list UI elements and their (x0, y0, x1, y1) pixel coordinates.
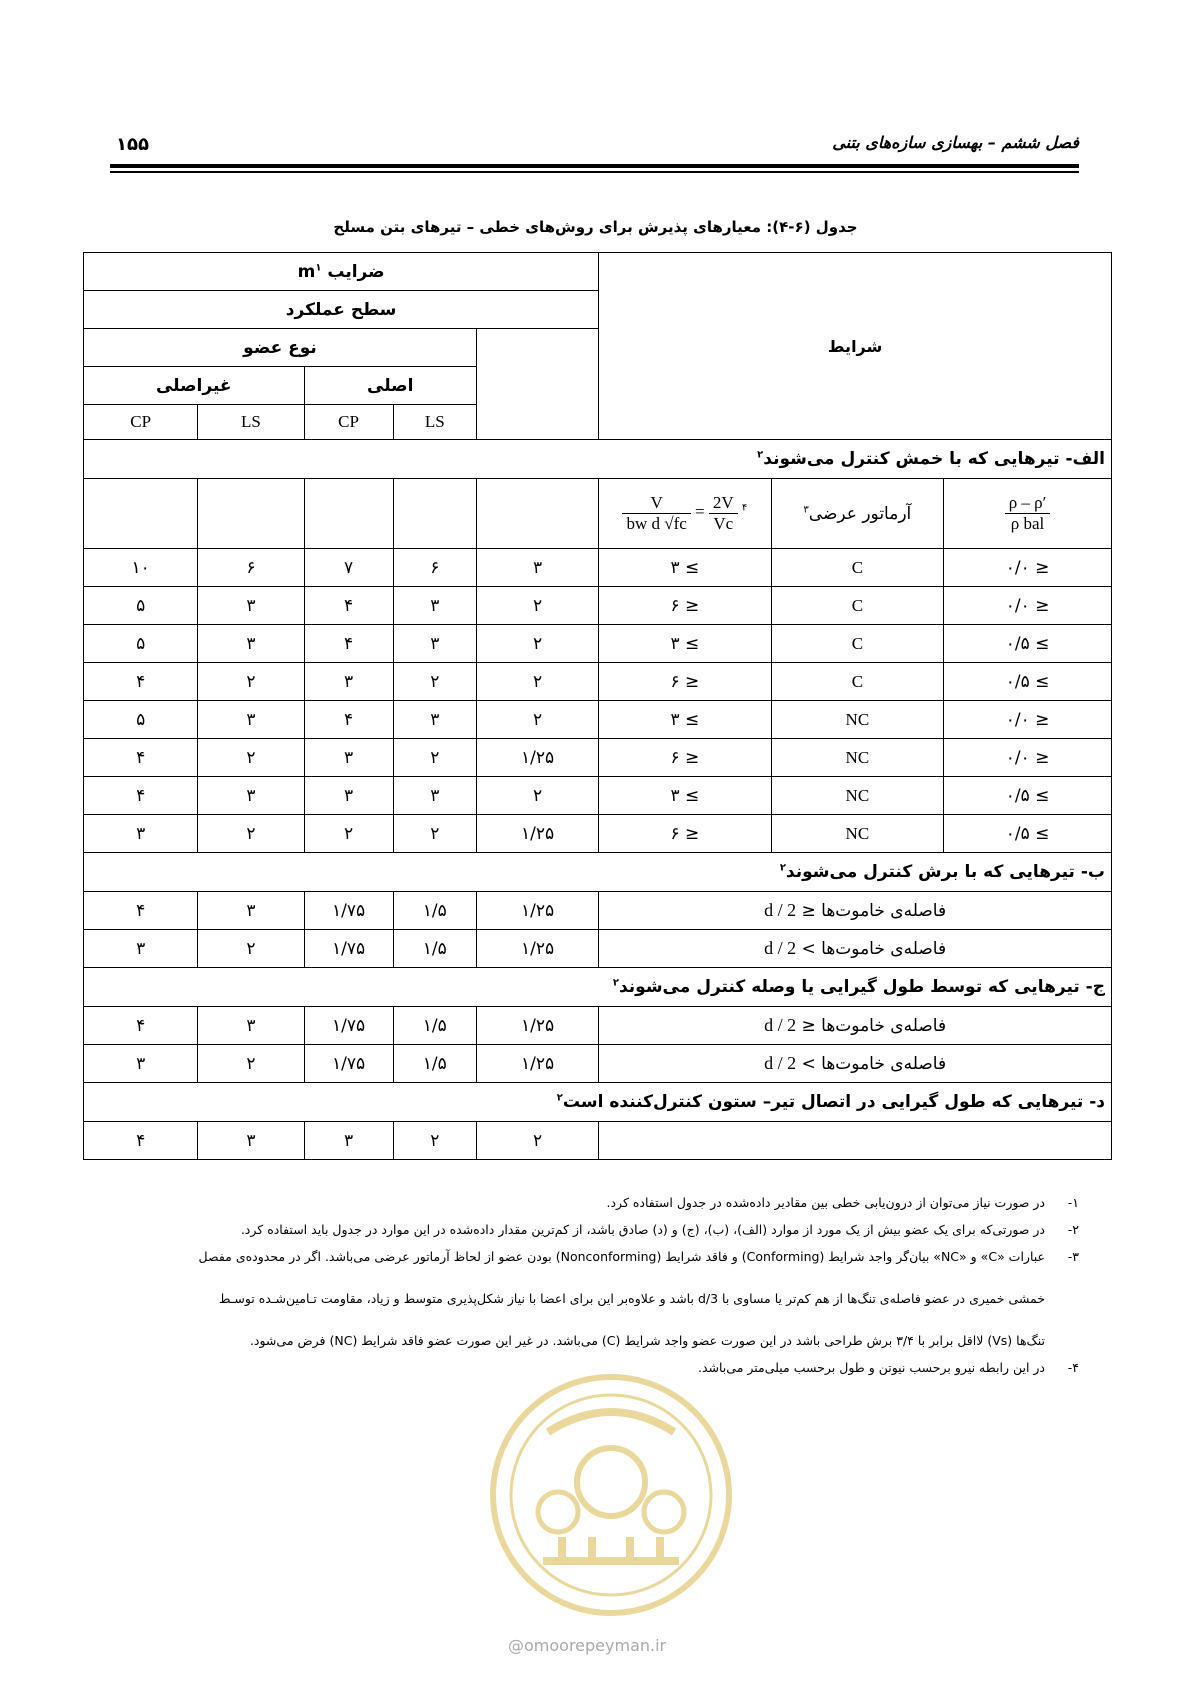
transverse-reinforcement-value: C (771, 549, 943, 587)
cp2-cell-blank (84, 479, 198, 549)
stirrup-spacing-condition: فاصله‌ی خاموت‌ها ≤ d / 2 (599, 1007, 1112, 1045)
io-cell-blank (476, 479, 598, 549)
shear-ratio-header: $^۴$ $\frac{2V}{Vc}$ = $\frac{V}{\text{bw d √fc}}$ (599, 479, 771, 549)
section-a-title: الف- تیرهایی که با خمش کنترل می‌شوند$^۲$ (84, 440, 1112, 479)
table-row (84, 1007, 1112, 1045)
ls-secondary-value: ۳ (198, 701, 304, 739)
section-c-title: ج- تیرهایی که توسط طول گیرایی یا وصله کنترل می‌شوند$^۲$ (84, 968, 1112, 1007)
ls-primary-value: ۱/۵ (393, 892, 476, 930)
page-number: ۱۵۵ (116, 134, 149, 155)
table-row (84, 815, 1112, 853)
io-value: ۲ (476, 625, 598, 663)
rho-column-header: $\frac{\rho - \rho'}{\text{ρ bal}}$ (944, 479, 1112, 549)
section-b-title: ب- تیرهایی که با برش کنترل می‌شوند$^۲$ (84, 853, 1112, 892)
acceptance-criteria-table (83, 252, 1112, 1160)
section-d-condition-blank (599, 1122, 1112, 1160)
ls-secondary-value: ۳ (198, 625, 304, 663)
ls-secondary-value: ۲ (198, 663, 304, 701)
transverse-reinforcement-value: C (771, 587, 943, 625)
section-c-rows (84, 1007, 1112, 1083)
watermark-site: @omoorepeyman.ir (508, 1636, 667, 1655)
io-value: ۲ (476, 663, 598, 701)
performance-level-header: سطح عملکرد (84, 291, 599, 329)
section-b-rows (84, 892, 1112, 968)
ls-secondary-value: ۳ (198, 892, 304, 930)
io-value: ۲ (476, 1122, 598, 1160)
footnote-2: ۲- در صورتی‌که برای یک عضو بیش از یک مورد از موارد (الف)، (ب)، (ج) و (د) صادق باشد، از کم‌ترین مقدار داده‌شده در این موارد در جدول باید استفاده کرد. (240, 1222, 1079, 1237)
ls-primary-value: ۳ (393, 587, 476, 625)
io-header-spacer (476, 329, 598, 440)
ls-secondary-value: ۳ (198, 777, 304, 815)
shear-ratio-value: ≥ ۳ (599, 625, 771, 663)
shear-ratio-value: ≤ ۶ (599, 587, 771, 625)
table-row (84, 739, 1112, 777)
cp-primary-value: ۳ (304, 777, 393, 815)
ls-primary-value: ۶ (393, 549, 476, 587)
stirrup-spacing-condition: فاصله‌ی خاموت‌ها > d / 2 (599, 930, 1112, 968)
ls-secondary-value: ۲ (198, 739, 304, 777)
level-ls-primary: LS (393, 405, 476, 440)
transverse-reinforcement-value: C (771, 625, 943, 663)
ls-secondary-value: ۲ (198, 930, 304, 968)
rho-ratio-value: ≥ ۰/۵ (944, 663, 1112, 701)
stirrup-spacing-condition: فاصله‌ی خاموت‌ها > d / 2 (599, 1045, 1112, 1083)
ls-primary-value: ۱/۵ (393, 930, 476, 968)
footnote-3: ۳- عبارات «C» و «NC» بیان‌گر واجد شرایط (Conforming) و فاقد شرایط (Nonconforming) بودن عضو از لحاظ آرماتور عرضی می‌باشد. اگر در محدوده‌ی مفصل خمشی خمیری در عضو فاصله‌ی تنگ‌ها از هم کم‌تر یا مساوی با d/3 باشد و علاوه‌بر این برای اعضا با نیاز شکل‌پذیری متوسط و زیاد، مقاومت تـامین‌شـده توسـط تنگ‌ها (Vs) لااقل برابر با ۳/۴ برش طراحی باشد در این صورت عضو واجد شرایط (C) می‌باشد. در غیر این صورت عضو فاقد شرایط (NC) فرض می‌شود. (198, 1249, 1079, 1348)
header-rule (110, 164, 1079, 168)
io-value: ۱/۲۵ (476, 892, 598, 930)
ls-secondary-value: ۳ (198, 1122, 304, 1160)
cp-primary-value: ۳ (304, 663, 393, 701)
rho-ratio-value: ≥ ۰/۵ (944, 815, 1112, 853)
ls-primary-value: ۳ (393, 625, 476, 663)
ls-cell-blank (393, 479, 476, 549)
cp-primary-value: ۴ (304, 625, 393, 663)
cp-secondary-value: ۳ (84, 1045, 198, 1083)
cp-secondary-value: ۵ (84, 625, 198, 663)
member-type-header: نوع عضو (84, 329, 477, 367)
shear-ratio-value: ≤ ۶ (599, 663, 771, 701)
section-d-title: د- تیرهایی که طول گیرایی در اتصال تیر– ستون کنترل‌کننده است$^۲$ (84, 1083, 1112, 1122)
ls-primary-value: ۲ (393, 815, 476, 853)
transverse-reinforcement-value: NC (771, 777, 943, 815)
io-value: ۲ (476, 777, 598, 815)
ls-primary-value: ۱/۵ (393, 1045, 476, 1083)
ls-primary-value: ۱/۵ (393, 1007, 476, 1045)
coefficients-header: ضرایب $m^۱$ (84, 253, 599, 291)
io-value: ۱/۲۵ (476, 1007, 598, 1045)
transverse-reinforcement-value: NC (771, 739, 943, 777)
table-row (84, 625, 1112, 663)
rho-ratio-value: ≥ ۰/۵ (944, 625, 1112, 663)
cp-primary-value: ۴ (304, 701, 393, 739)
ls-secondary-value: ۲ (198, 815, 304, 853)
cp-secondary-value: ۱۰ (84, 549, 198, 587)
ls2-cell-blank (198, 479, 304, 549)
io-value: ۱/۲۵ (476, 1045, 598, 1083)
shear-ratio-value: ≥ ۳ (599, 701, 771, 739)
ls-secondary-value: ۲ (198, 1045, 304, 1083)
table-row (84, 587, 1112, 625)
page-header (110, 128, 1079, 164)
cp-primary-value: ۴ (304, 587, 393, 625)
io-value: ۲ (476, 701, 598, 739)
level-cp-secondary: CP (84, 405, 198, 440)
io-value: ۳ (476, 549, 598, 587)
watermark-logo (488, 1372, 734, 1618)
footnote-4: ۴- در این رابطه نیرو برحسب نیوتن و طول برحسب میلی‌متر می‌باشد. (697, 1360, 1079, 1375)
table-row (84, 1045, 1112, 1083)
cp-primary-value: ۳ (304, 739, 393, 777)
table-row (84, 777, 1112, 815)
ls-secondary-value: ۳ (198, 1007, 304, 1045)
cp-primary-value: ۳ (304, 1122, 393, 1160)
rho-ratio-value: ≥ ۰/۵ (944, 777, 1112, 815)
ls-secondary-value: ۳ (198, 587, 304, 625)
cp-cell-blank (304, 479, 393, 549)
level-ls-secondary: LS (198, 405, 304, 440)
table-row (84, 549, 1112, 587)
cp-secondary-value: ۴ (84, 739, 198, 777)
io-value: ۲ (476, 587, 598, 625)
transverse-reinforcement-value: C (771, 663, 943, 701)
cp-primary-value: ۱/۷۵ (304, 892, 393, 930)
cp-secondary-value: ۴ (84, 663, 198, 701)
table-row (84, 663, 1112, 701)
transverse-reinforcement-value: NC (771, 815, 943, 853)
cp-secondary-value: ۴ (84, 892, 198, 930)
rho-ratio-value: ≤ ۰/۰ (944, 587, 1112, 625)
ls-primary-value: ۳ (393, 777, 476, 815)
rho-ratio-value: ≤ ۰/۰ (944, 549, 1112, 587)
transverse-reinforcement-header: آرماتور عرضی$^۳$ (771, 479, 943, 549)
shear-ratio-value: ≥ ۳ (599, 549, 771, 587)
cp-primary-value: ۱/۷۵ (304, 930, 393, 968)
cp-primary-value: ۱/۷۵ (304, 1045, 393, 1083)
secondary-header: غیراصلی (84, 367, 305, 405)
ls-primary-value: ۲ (393, 1122, 476, 1160)
cp-secondary-value: ۴ (84, 1122, 198, 1160)
section-a-rows (84, 549, 1112, 853)
transverse-reinforcement-value: NC (771, 701, 943, 739)
ls-primary-value: ۲ (393, 663, 476, 701)
cp-primary-value: ۲ (304, 815, 393, 853)
cp-secondary-value: ۳ (84, 930, 198, 968)
ls-secondary-value: ۶ (198, 549, 304, 587)
stirrup-spacing-condition: فاصله‌ی خاموت‌ها ≤ d / 2 (599, 892, 1112, 930)
conditions-header: شرایط (599, 253, 1112, 440)
footnotes (110, 1193, 1079, 1385)
shear-ratio-value: ≤ ۶ (599, 739, 771, 777)
io-value: ۱/۲۵ (476, 930, 598, 968)
ls-primary-value: ۲ (393, 739, 476, 777)
shear-ratio-value: ≥ ۳ (599, 777, 771, 815)
cp-primary-value: ۱/۷۵ (304, 1007, 393, 1045)
rho-ratio-value: ≤ ۰/۰ (944, 739, 1112, 777)
cp-secondary-value: ۴ (84, 1007, 198, 1045)
cp-secondary-value: ۳ (84, 815, 198, 853)
table-row (84, 1122, 1112, 1160)
primary-header: اصلی (304, 367, 476, 405)
table-caption: جدول (۶-۴): معیارهای پذیرش برای روش‌های خطی – تیرهای بتن مسلح (333, 218, 858, 236)
table-row (84, 892, 1112, 930)
ls-primary-value: ۳ (393, 701, 476, 739)
cp-secondary-value: ۵ (84, 587, 198, 625)
table-row (84, 701, 1112, 739)
table-row (84, 930, 1112, 968)
footnote-1: ۱- در صورت نیاز می‌توان از درون‌یابی خطی بین مقادیر داده‌شده در جدول استفاده کرد. (606, 1195, 1079, 1210)
io-value: ۱/۲۵ (476, 815, 598, 853)
cp-secondary-value: ۵ (84, 701, 198, 739)
header-rule-thin (110, 171, 1079, 173)
rho-ratio-value: ≤ ۰/۰ (944, 701, 1112, 739)
cp-secondary-value: ۴ (84, 777, 198, 815)
chapter-title: فصل ششم – بهسازی سازه‌های بتنی (832, 133, 1079, 152)
io-value: ۱/۲۵ (476, 739, 598, 777)
cp-primary-value: ۷ (304, 549, 393, 587)
level-cp-primary: CP (304, 405, 393, 440)
shear-ratio-value: ≤ ۶ (599, 815, 771, 853)
